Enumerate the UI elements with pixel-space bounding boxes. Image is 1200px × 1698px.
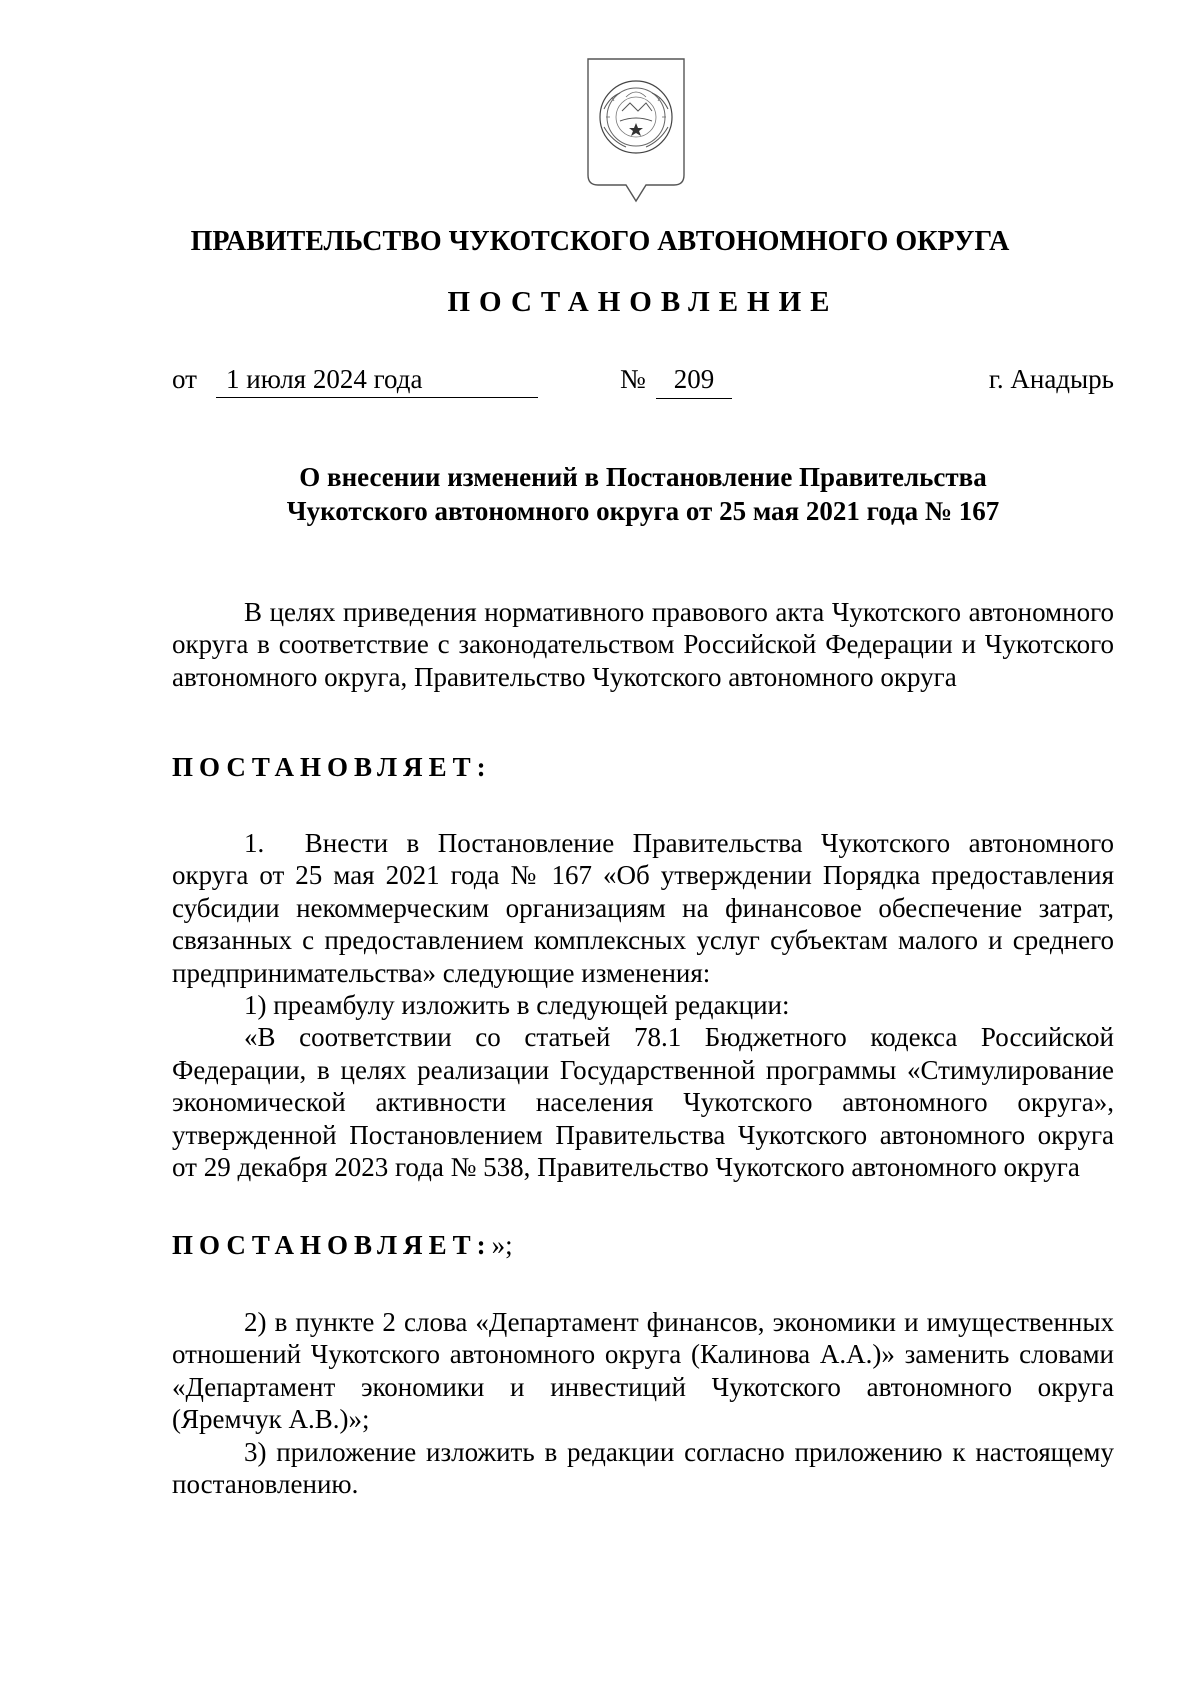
- document-type: ПОСТАНОВЛЕНИЕ: [447, 286, 839, 318]
- item-3-paragraph: 3) приложение изложить в редакции согласно приложению к настоящему постановлению.: [172, 1436, 1114, 1500]
- quoted-preamble-paragraph: «В соответствии со статьей 78.1 Бюджетного кодекса Российской Федерации, в целях реализации Государственной программы «Стимулирование экономической активности населения Чукотского автономного округа», утвержденной Постановлением Правительства Чукотского автономного округа от 29 декабря 2023 года № 538, Правительство Чукотского автономного округа: [172, 1022, 1114, 1183]
- document-meta: [172, 364, 1114, 404]
- document-subject: [172, 460, 1114, 528]
- item-1-paragraph: 1. Внести в Постановление Правительства Чукотского автономного округа от 25 мая 2021 года № 167 «Об утверждении Порядка предоставления субсидии некоммерческим организациям на финансовое обеспечение затрат, связанных с предоставлением комплексных услуг субъектам малого и среднего предпринимательства» следующие изменения:: [172, 828, 1114, 988]
- resolves-text: ПОСТАНОВЛЯЕТ:: [172, 1230, 492, 1260]
- subject-line-1: О внесении изменений в Постановление Правительства: [299, 462, 987, 492]
- number-label: №: [620, 364, 646, 394]
- item-2-paragraph: 2) в пункте 2 слова «Департамент финансов, экономики и имущественных отношений Чукотского автономного округа (Калинова А.А.)» заменить словами «Департамент экономики и инвестиций Чукотского автономного округа (Яремчук А.В.)»;: [172, 1307, 1114, 1435]
- document-city: г. Анадырь: [988, 364, 1114, 394]
- resolves-heading-1: [172, 752, 492, 783]
- main-body-block: [172, 827, 1114, 1183]
- item-1-1-paragraph: 1) преамбулу изложить в следующей редакции:: [244, 990, 790, 1021]
- resolves-tail: »;: [491, 1230, 513, 1260]
- amendments-block: [172, 1306, 1114, 1500]
- preamble-block: [172, 596, 1114, 693]
- document-date: 1 июля 2024 года: [216, 364, 538, 398]
- resolves-heading-2: [172, 1230, 513, 1261]
- coat-of-arms-icon: [586, 57, 686, 203]
- date-label: от: [172, 364, 197, 394]
- subject-line-2: Чукотского автономного округа от 25 мая 2021 года № 167: [286, 496, 1000, 526]
- preamble-paragraph: В целях приведения нормативного правового акта Чукотского автономного округа в соответствие с законодательством Российской Федерации и Чукотского автономного округа, Правительство Чукотского автономного округа: [172, 597, 1114, 692]
- government-title: ПРАВИТЕЛЬСТВО ЧУКОТСКОГО АВТОНОМНОГО ОКРУГА: [190, 226, 1010, 257]
- document-number: 209: [656, 364, 732, 399]
- resolves-text: ПОСТАНОВЛЯЕТ:: [172, 752, 492, 782]
